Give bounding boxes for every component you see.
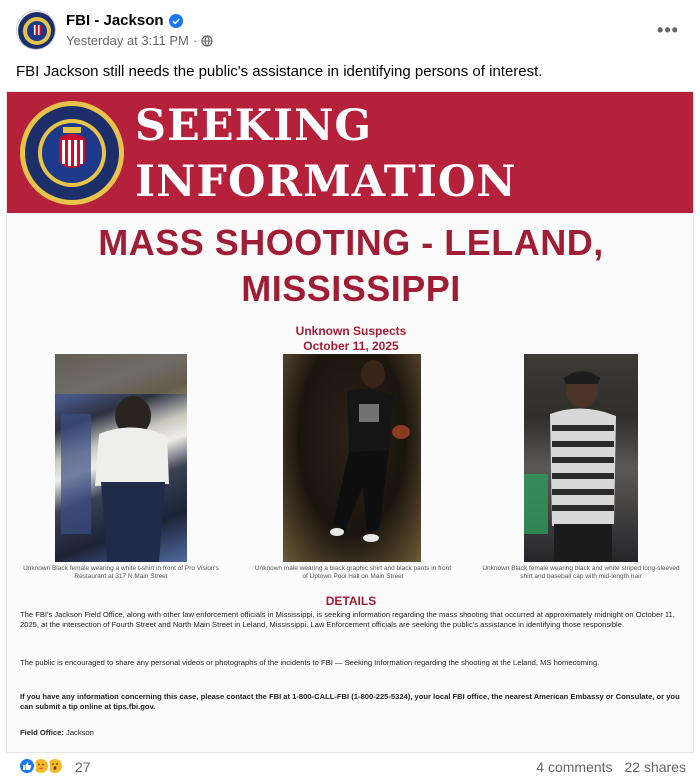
poster-image[interactable] [6, 91, 694, 753]
page-name[interactable] [66, 12, 183, 29]
poster-headline [7, 220, 694, 312]
field-office-label: Field Office: [20, 728, 64, 737]
suspect-1-caption: Unknown Black female wearing a white t-shirt in front of Pro Vision's Restaurant at 317 N Main Street [23, 565, 219, 580]
suspect-3-figure [524, 354, 638, 562]
reaction-count[interactable]: 27 [75, 759, 91, 775]
field-office [20, 728, 684, 738]
banner-line-1: SEEKING [135, 101, 373, 151]
reactions-summary[interactable] [18, 757, 60, 775]
comments-count[interactable]: 4 comments [536, 759, 613, 775]
details-paragraph-3: If you have any information concerning this case, please contact the FBI at 1-800-CALL-FBI (1-800-225-5324), your local FBI office, the nearest American Embassy or Consulate, or you can submit a tip online at tips.fbi.gov. [20, 692, 680, 711]
suspect-2-figure [283, 354, 421, 562]
suspect-1-figure [55, 354, 187, 562]
shares-count[interactable]: 22 shares [624, 759, 686, 775]
fbi-seal-icon [17, 11, 56, 50]
page-avatar[interactable] [16, 10, 56, 50]
like-reaction-icon [18, 757, 36, 775]
post-footer [0, 754, 700, 779]
banner-title [135, 98, 517, 210]
headline-line-1: MASS SHOOTING - LELAND, [98, 222, 604, 263]
post-header [0, 0, 700, 58]
more-options-button[interactable]: ••• [657, 19, 679, 40]
headline-line-2: MISSISSIPPI [241, 268, 461, 309]
globe-icon [201, 35, 213, 47]
details-title: DETAILS [325, 594, 377, 608]
details-paragraph-2: The public is encouraged to share any personal videos or photographs of the incidents to FBI — Seeking Information regarding the shooting at the Leland, MS homecoming. [20, 658, 600, 667]
page-name-text[interactable]: FBI - Jackson [66, 12, 164, 29]
fbi-seal-icon [19, 100, 125, 206]
banner-line-2: INFORMATION [135, 157, 517, 207]
suspect-photo-3 [524, 354, 638, 562]
suspects-date: October 11, 2025 [303, 339, 399, 353]
post-caption: FBI Jackson still needs the public's assistance in identifying persons of interest. [16, 63, 543, 80]
suspect-3-caption: Unknown Black female wearing black and white striped long-sleeved shirt and baseball cap with mid-length hair [482, 565, 680, 580]
engagement-stats [536, 759, 686, 775]
post-meta [66, 33, 213, 48]
suspects-label: Unknown Suspects [295, 324, 407, 338]
verified-badge-icon [169, 14, 183, 28]
suspect-2-caption: Unknown male wearing a black graphic shirt and black pants in front of Uptown Pool Hall on Main Street [254, 565, 452, 580]
post-timestamp[interactable]: Yesterday at 3:11 PM [66, 33, 189, 48]
field-office-value: Jackson [66, 728, 94, 737]
suspects-header [7, 324, 694, 354]
details-paragraph-1: The FBI's Jackson Field Office, along with other law enforcement officials in Mississippi, is seeking information regarding the mass shooting that occurred at approximately midnight on October 11, 2025, at the intersection of Fourth Street and North Main Street in Leland, Mississippi. Law Enforcement officials are seeking the public's assistance in identifying those responsible. [20, 610, 675, 629]
meta-separator: · [192, 33, 198, 48]
poster-banner [7, 92, 694, 213]
suspect-photo-2 [283, 354, 421, 562]
suspect-photo-1 [55, 354, 187, 562]
